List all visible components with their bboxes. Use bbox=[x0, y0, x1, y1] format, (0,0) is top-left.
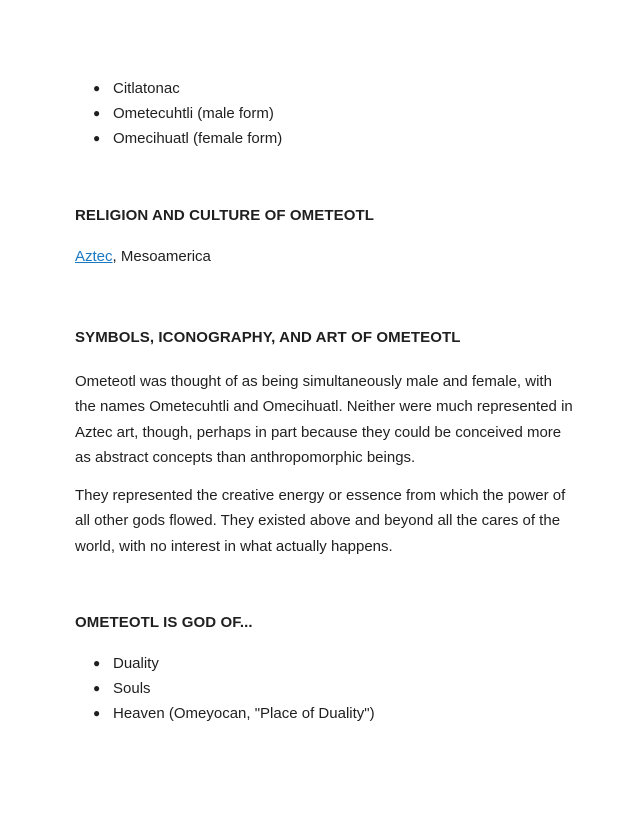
name-variants-list bbox=[93, 76, 283, 151]
bullet-icon: ● bbox=[93, 131, 101, 145]
bullet-icon: ● bbox=[93, 81, 101, 95]
god-of-heading: OMETEOTL IS GOD OF... bbox=[75, 614, 253, 631]
list-item: ● Omecihuatl (female form) bbox=[113, 126, 282, 151]
bullet-icon: ● bbox=[93, 706, 101, 720]
religion-heading: RELIGION AND CULTURE OF OMETEOTL bbox=[75, 207, 375, 224]
list-item: ● Citlatonac bbox=[113, 76, 282, 101]
religion-rest-text: , Mesoamerica bbox=[112, 248, 211, 265]
god-of-list bbox=[93, 651, 375, 726]
bullet-icon: ● bbox=[93, 106, 101, 120]
symbols-paragraph-2: They represented the creative energy or essence from which the power of all other gods flowed. They existed above and beyond all the cares of the world, with no interest in what actually happens. bbox=[75, 487, 566, 555]
list-item: ● Souls bbox=[113, 676, 375, 701]
list-item: ● Heaven (Omeyocan, "Place of Duality") bbox=[113, 701, 375, 726]
symbols-paragraph-1: Ometeotl was thought of as being simultaneously male and female, with the names Ometecuhtli and Omecihuatl. Neither were much represented in Aztec art, though, perhaps in part because they could be conceived more as abstract concepts than anthropomorphic beings. bbox=[75, 373, 573, 466]
religion-line bbox=[75, 248, 211, 265]
bullet-icon: ● bbox=[93, 656, 101, 670]
list-item: ● Duality bbox=[113, 651, 375, 676]
symbols-heading: SYMBOLS, ICONOGRAPHY, AND ART OF OMETEOTL bbox=[75, 329, 461, 346]
bullet-icon: ● bbox=[93, 681, 101, 695]
list-item: ● Ometecuhtli (male form) bbox=[113, 101, 282, 126]
aztec-link[interactable]: Aztec bbox=[75, 248, 113, 265]
